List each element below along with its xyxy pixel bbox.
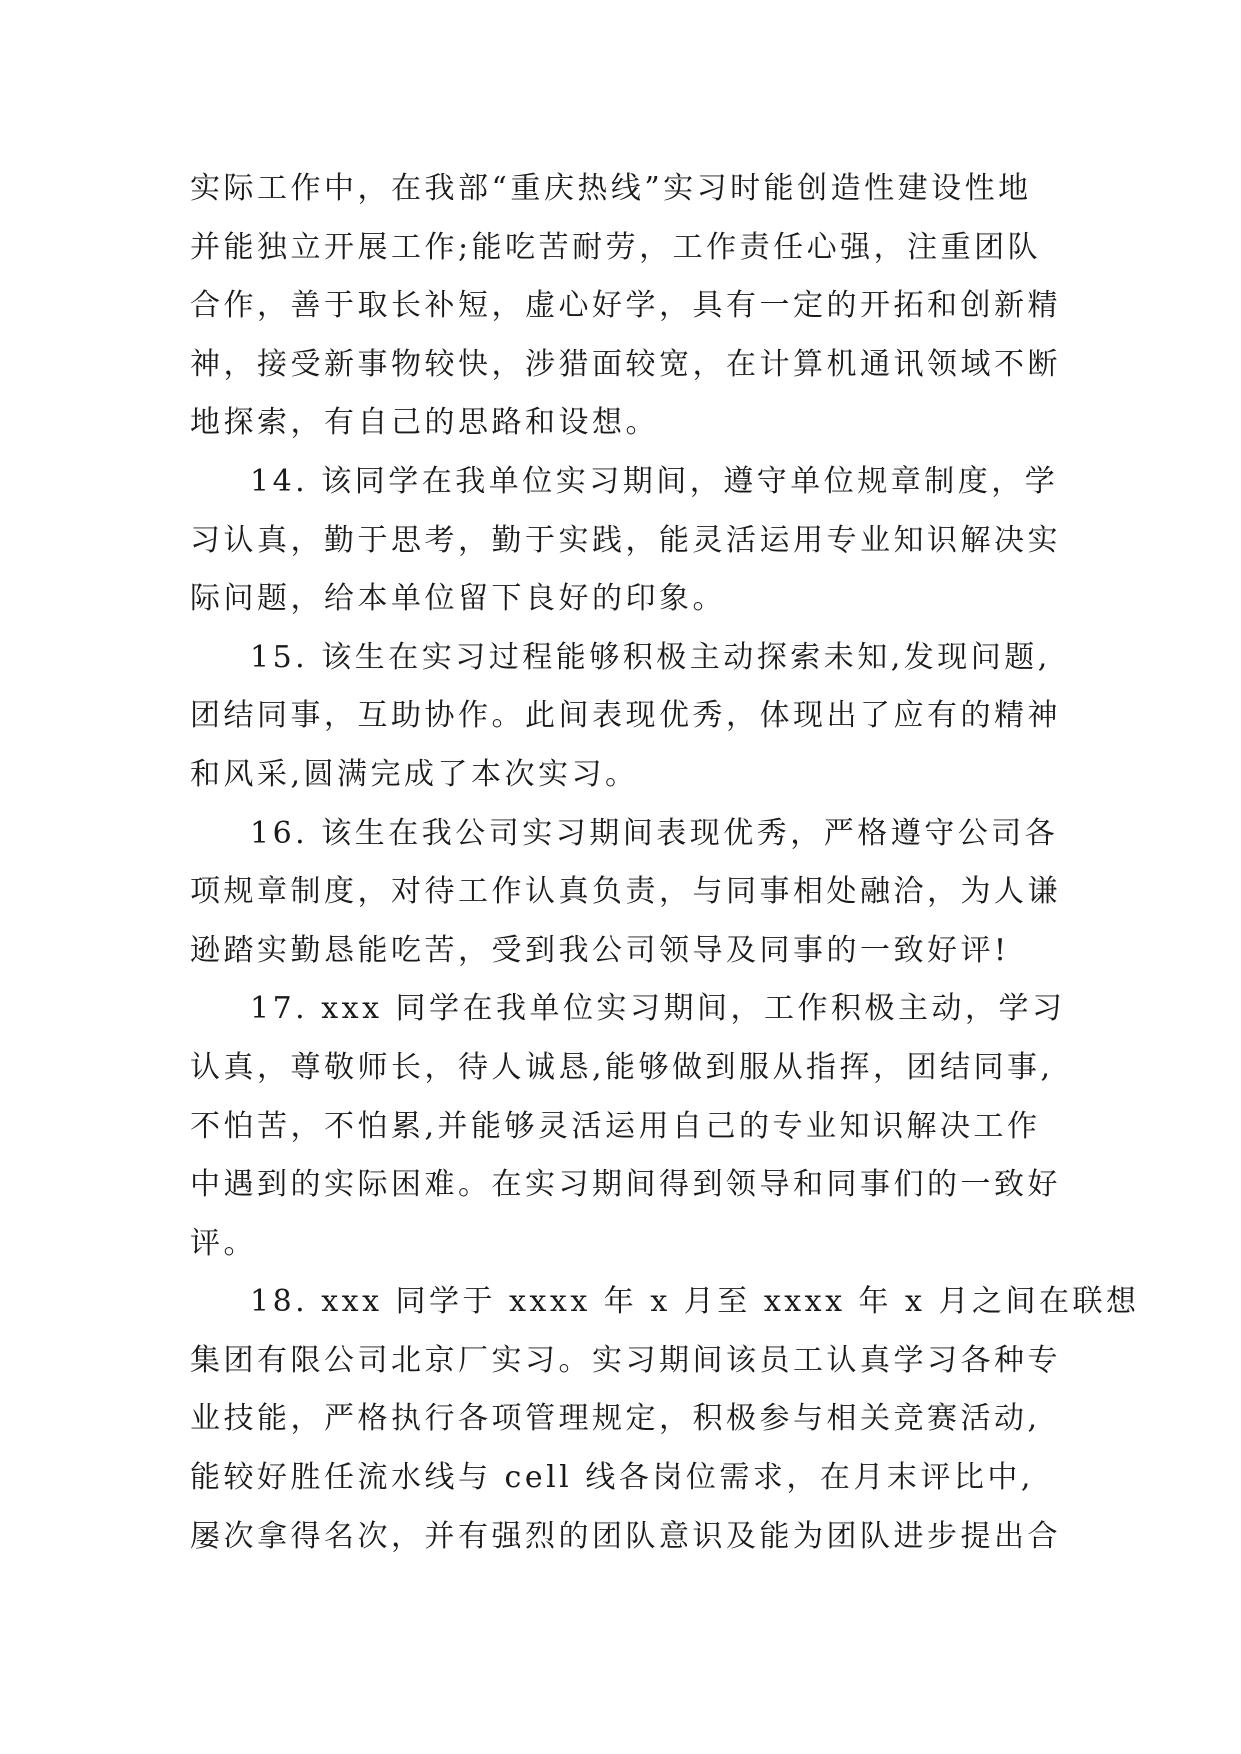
text-line: 认真，尊敬师长，待人诚恳,能够做到服从指挥，团结同事, [190,1049,1054,1085]
text-line: 不怕苦，不怕累,并能够灵活运用自己的专业知识解决工作 [190,1108,1041,1144]
paragraph-17 [190,980,1070,1273]
text-line: 并能独立开展工作;能吃苦耐劳，工作责任心强，注重团队 [190,229,1042,265]
text-line: 实际工作中，在我部“重庆热线”实习时能创造性建设性地 [190,171,1032,206]
text-line: 14. 该同学在我单位实习期间，遵守单位规章制度，学 [250,463,1059,499]
text-line: 15. 该生在实习过程能够积极主动探索未知,发现问题, [250,639,1051,675]
text-line: 和风采,圆满完成了本次实习。 [190,756,639,792]
text-line: 地探索，有自己的思路和设想。 [190,405,659,441]
text-line: 团结同事，互助协作。此间表现优秀，体现出了应有的精神 [190,698,1061,734]
text-line: 业技能，严格执行各项管理规定，积极参与相关竞赛活动, [190,1401,1041,1437]
text-line: 中遇到的实际困难。在实习期间得到领导和同事们的一致好 [190,1167,1061,1203]
text-line: 18. xxx 同学于 xxxx 年 x 月至 xxxx 年 x 月之间在联想 [250,1284,1140,1320]
text-line: 集团有限公司北京厂实习。实习期间该员工认真学习各种专 [190,1342,1061,1378]
text-line: 神，接受新事物较快，涉猎面较宽，在计算机通讯领域不断 [190,346,1061,382]
text-line: 习认真，勤于思考，勤于实践，能灵活运用专业知识解决实 [190,522,1061,558]
text-line: 屡次拿得名次，并有强烈的团队意识及能为团队进步提出合 [190,1518,1061,1554]
text-line: 合作，善于取长补短，虚心好学，具有一定的开拓和创新精 [190,288,1061,324]
text-line: 16. 该生在我公司实习期间表现优秀，严格遵守公司各 [250,815,1059,851]
paragraph-15 [190,629,1070,805]
text-line: 际问题，给本单位留下良好的印象。 [190,581,726,617]
paragraph-13-continuation [190,160,1070,453]
text-line: 评。 [190,1225,257,1261]
text-line: 17. xxx 同学在我单位实习期间，工作积极主动，学习 [250,991,1066,1027]
text-line: 能较好胜任流水线与 cell 线各岗位需求，在月末评比中, [190,1460,1034,1496]
text-line: 项规章制度，对待工作认真负责，与同事相处融洽，为人谦 [190,874,1061,910]
paragraph-16 [190,805,1070,981]
paragraph-18 [190,1273,1140,1566]
document-page [190,160,1140,1566]
text-line: 逊踏实勤恳能吃苦，受到我公司领导及同事的一致好评! [190,932,1010,968]
paragraph-14 [190,453,1070,629]
